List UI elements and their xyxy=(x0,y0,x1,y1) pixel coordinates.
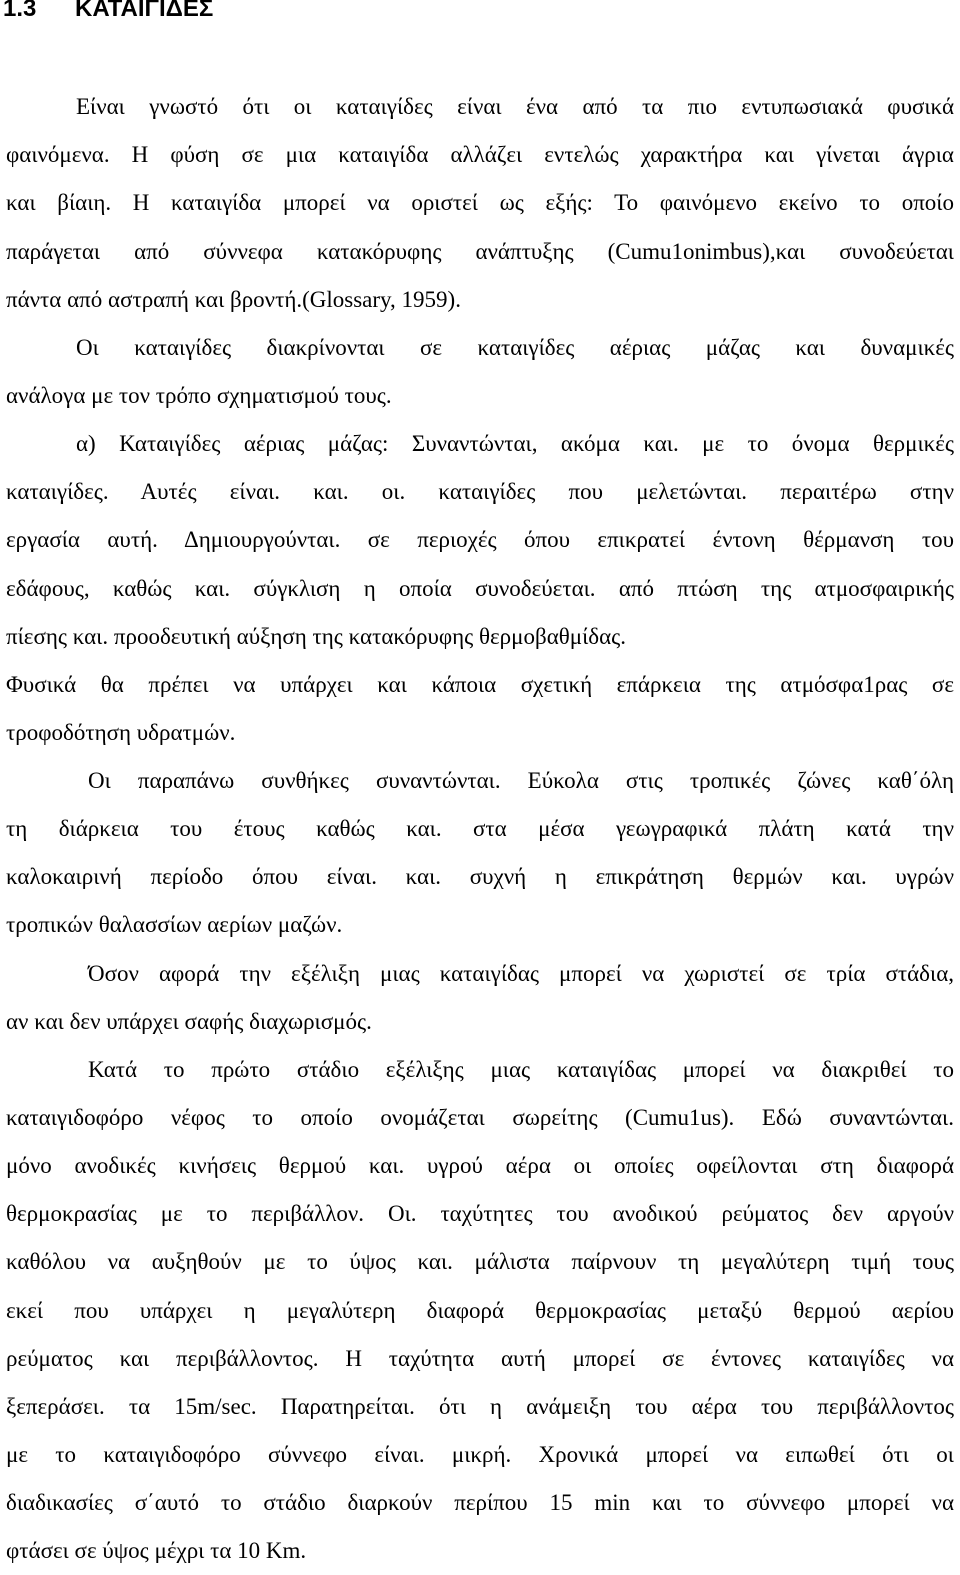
text-line: εκεί που υπάρχει η μεγαλύτερη διαφορά θερμοκρασίας μεταξύ θερμού αερίου xyxy=(6,1298,954,1323)
text-line: ανάλογα με τον τρόπο σχηματισμού τους. xyxy=(6,383,392,408)
text-line: Οι καταιγίδες διακρίνονται σε καταιγίδες αέριας μάζας και δυναμικές xyxy=(76,335,954,360)
text-line: Οι παραπάνω συνθήκες συναντώνται. Εύκολα στις τροπικές ζώνες καθ΄όλη xyxy=(88,768,954,793)
text-line: και βίαιη. Η καταιγίδα μπορεί να οριστεί ως εξής: Το φαινόμενο εκείνο το οποίο xyxy=(6,190,954,215)
section-heading xyxy=(3,0,213,24)
text-line: Είναι γνωστό ότι οι καταιγίδες είναι ένα από τα πιο εντυπωσιακά φυσικά xyxy=(76,94,954,119)
text-line: καταιγιδοφόρο νέφος το οποίο ονομάζεται σωρείτης (Cumu1us). Εδώ συναντώνται. xyxy=(6,1105,954,1130)
text-line: τροφοδότηση υδρατμών. xyxy=(6,720,236,745)
text-line: πίεσης και. προοδευτική αύξηση της κατακόρυφης θερμοβαθμίδας. xyxy=(6,624,627,649)
text-line: εργασία αυτή. Δημιουργούνται. σε περιοχές όπου επικρατεί έντονη θέρμανση του xyxy=(6,527,954,552)
text-line: α) Καταιγίδες αέριας μάζας: Συναντώνται, ακόμα και. με το όνομα θερμικές xyxy=(76,431,954,456)
section-number: 1.3 xyxy=(3,0,37,22)
text-line: φτάσει σε ύψος μέχρι τα 10 Km. xyxy=(6,1538,307,1563)
text-line: εδάφους, καθώς και. σύγκλιση η οποία συνοδεύεται. από πτώση της ατμοσφαιρικής xyxy=(6,576,954,601)
text-line: ρεύματος και περιβάλλοντος. Η ταχύτητα αυτή μπορεί σε έντονες καταιγίδες να xyxy=(6,1346,954,1371)
text-line: ξεπεράσει. τα 15m/sec. Παρατηρείται. ότι η ανάμειξη του αέρα του περιβάλλοντος xyxy=(6,1394,954,1419)
text-line: Φυσικά θα πρέπει να υπάρχει και κάποια σχετική επάρκεια της ατμόσφα1ρας σε xyxy=(6,672,954,697)
text-line: θερμοκρασίας με το περιβάλλον. Οι. ταχύτητες του ανοδικού ρεύματος δεν αργούν xyxy=(6,1201,954,1226)
text-line: διαδικασίες σ΄αυτό το στάδιο διαρκούν περίπου 15 min και το σύννεφο μπορεί να xyxy=(6,1490,954,1515)
text-line: με το καταιγιδοφόρο σύννεφο είναι. μικρή. Χρονικά μπορεί να ειπωθεί ότι οι xyxy=(6,1442,954,1467)
text-line: καθόλου να αυξηθούν με το ύψος και. μάλιστα παίρνουν τη μεγαλύτερη τιμή τους xyxy=(6,1249,954,1274)
text-line: μόνο ανοδικές κινήσεις θερμού και. υγρού αέρα οι οποίες οφείλονται στη διαφορά xyxy=(6,1153,954,1178)
text-line: Κατά το πρώτο στάδιο εξέλιξης μιας καταιγίδας μπορεί να διακριθεί το xyxy=(88,1057,954,1082)
text-line: φαινόμενα. Η φύση σε μια καταιγίδα αλλάζει εντελώς χαρακτήρα και γίνεται άγρια xyxy=(6,142,954,167)
text-line: παράγεται από σύννεφα κατακόρυφης ανάπτυξης (Cumu1onimbus),και συνοδεύεται xyxy=(6,239,954,264)
text-line: πάντα από αστραπή και βροντή.(Glossary, 1959). xyxy=(6,287,461,312)
text-line: καταιγίδες. Αυτές είναι. και. οι. καταιγίδες που μελετώνται. περαιτέρω στην xyxy=(6,479,954,504)
text-line: αν και δεν υπάρχει σαφής διαχωρισμός. xyxy=(6,1009,372,1034)
text-line: τροπικών θαλασσίων αερίων μαζών. xyxy=(6,912,343,937)
section-title: ΚΑΤΑΙΓΙΔΕΣ xyxy=(75,0,214,22)
text-line: Όσον αφορά την εξέλιξη μιας καταιγίδας μπορεί να χωριστεί σε τρία στάδια, xyxy=(88,961,954,986)
text-line: καλοκαιρινή περίοδο όπου είναι. και. συχνή η επικράτηση θερμών και. υγρών xyxy=(6,864,954,889)
text-line: τη διάρκεια του έτους καθώς και. στα μέσα γεωγραφικά πλάτη κατά την xyxy=(6,816,954,841)
